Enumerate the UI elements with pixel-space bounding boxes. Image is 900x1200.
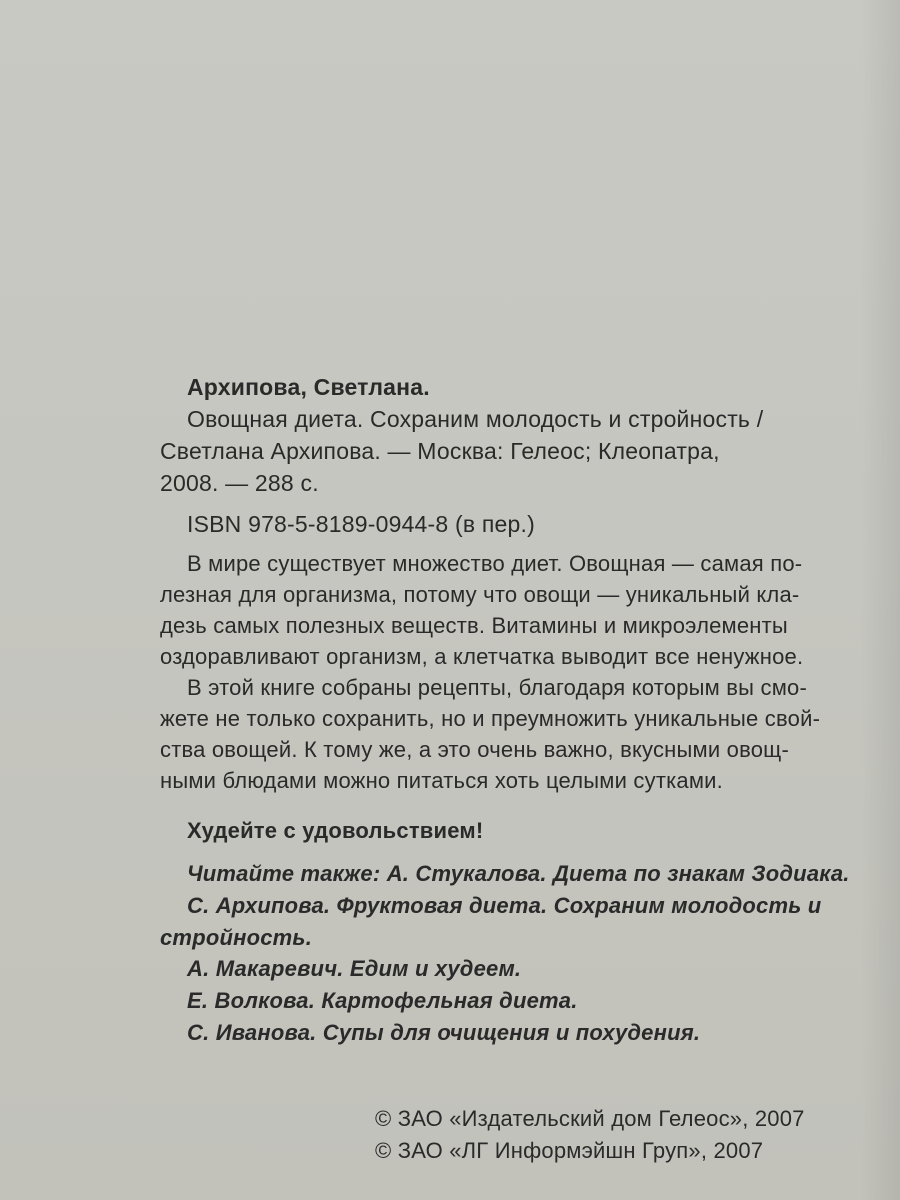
copyright-line-1: © ЗАО «Издательский дом Гелеос», 2007 — [375, 1106, 805, 1131]
annotation-line-7: ства овощей. К тому же, а это очень важно, вкусными овощ- — [160, 737, 790, 762]
also-read-line-4: А. Макаревич. Едим и худеем. — [187, 956, 522, 981]
page-edge-shadow — [860, 0, 900, 1200]
annotation-line-6: жете не только сохранить, но и преумножить уникальные свой- — [160, 706, 821, 731]
annotation-line-5: В этой книге собраны рецепты, благодаря которым вы смо- — [187, 675, 807, 700]
slogan: Худейте с удовольствием! — [187, 818, 484, 843]
annotation-line-1: В мире существует множество диет. Овощная — самая по- — [187, 551, 803, 576]
isbn: ISBN 978-5-8189-0944-8 (в пер.) — [187, 511, 535, 537]
annotation-line-3: дезь самых полезных веществ. Витамины и микроэлементы — [160, 613, 788, 638]
also-read-line-3: стройность. — [160, 925, 313, 950]
author-heading: Архипова, Светлана. — [187, 374, 430, 400]
annotation-line-8: ными блюдами можно питаться хоть целыми сутками. — [160, 768, 723, 793]
bib-line-2: Светлана Архипова. — Москва: Гелеос; Клеопатра, — [160, 438, 720, 464]
also-read-line-5: Е. Волкова. Картофельная диета. — [187, 988, 578, 1013]
bib-line-3: 2008. — 288 с. — [160, 470, 319, 496]
also-read-line-6: С. Иванова. Супы для очищения и похудения. — [187, 1020, 701, 1045]
also-read-line-2: С. Архипова. Фруктовая диета. Сохраним молодость и — [187, 893, 822, 918]
bib-line-1: Овощная диета. Сохраним молодость и стройность / — [187, 406, 764, 432]
copyright-line-2: © ЗАО «ЛГ Информэйшн Груп», 2007 — [375, 1138, 764, 1163]
annotation-line-4: оздоравливают организм, а клетчатка выводит все ненужное. — [160, 644, 804, 669]
annotation-line-2: лезная для организма, потому что овощи — уникальный кла- — [160, 582, 800, 607]
also-read-line-1: Читайте также: А. Стукалова. Диета по знакам Зодиака. — [187, 861, 850, 886]
